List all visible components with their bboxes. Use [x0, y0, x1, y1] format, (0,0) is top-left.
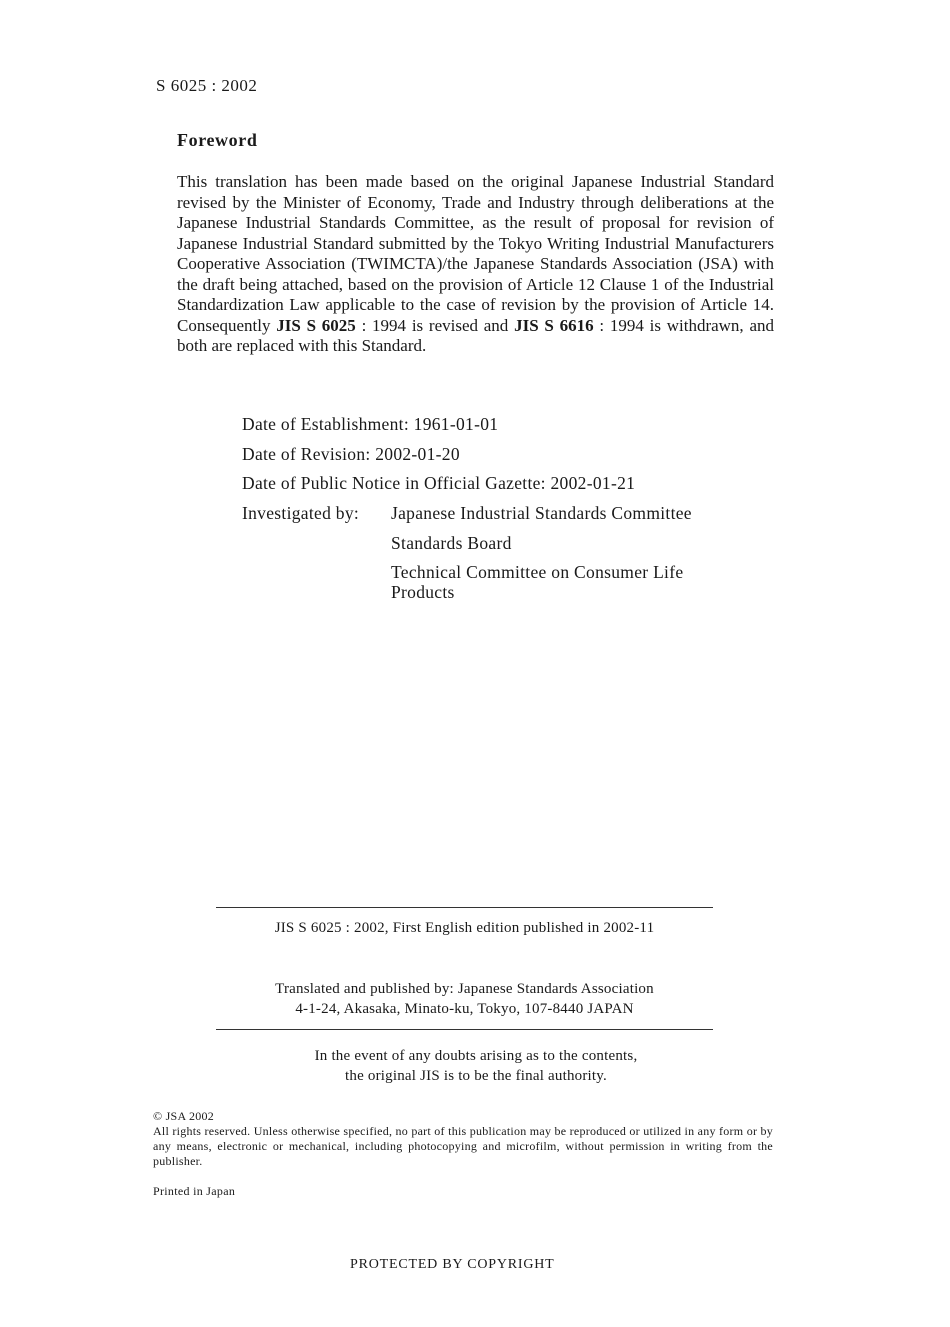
- copyright-notice: © JSA 2002: [153, 1109, 214, 1123]
- foreword-text-part2: : 1994 is revised and: [355, 315, 515, 335]
- authority-notice-line2: the original JIS is to be the final authority.: [345, 1068, 607, 1084]
- copyright-block: [153, 1109, 773, 1169]
- bottom-divider: [216, 1029, 713, 1030]
- date-of-establishment: Date of Establishment: 1961-01-01: [242, 414, 499, 434]
- investigated-by-list: [391, 503, 751, 612]
- investigator-technical-committee: Technical Committee on Consumer Life Products: [391, 562, 684, 602]
- standard-reference-1: JIS S 6025: [276, 315, 356, 335]
- investigator-board: Standards Board: [391, 532, 512, 553]
- authority-notice-line1: In the event of any doubts arising as to the contents,: [314, 1048, 638, 1064]
- top-divider: [216, 907, 713, 908]
- protected-footer: PROTECTED BY COPYRIGHT: [350, 1257, 555, 1272]
- rights-statement: All rights reserved. Unless otherwise specified, no part of this publication may be reproduced or utilized in any form or by any means, electronic or mechanical, including photocopying and microfilm, without permission in writing from the publisher.: [153, 1124, 773, 1168]
- foreword-text-part3: : 1994 is withdrawn, and both are replaced with this Standard.: [177, 315, 774, 355]
- foreword-heading: Foreword: [177, 130, 258, 150]
- investigator-committee: Japanese Industrial Standards Committee: [391, 503, 692, 523]
- date-of-public-notice: Date of Public Notice in Official Gazette: 2002-01-21: [242, 473, 636, 493]
- investigated-by-label: Investigated by:: [242, 503, 360, 523]
- translated-by-line: Translated and published by: Japanese Standards Association: [275, 981, 654, 997]
- foreword-text-part1: This translation has been made based on the original Japanese Industrial Standard revised by the Minister of Economy, Trade and Industry through deliberations at the Japanese Industrial Standards Committee, as the result of proposal for revision of Japanese Industrial Standard submitted by the Tokyo Writing Industrial Manufacturers Cooperative Association (TWIMCTA)/the Japanese Standards Association (JSA) with the draft being attached, based on the provision of Article 12 Clause 1 of the Industrial Standardization Law applicable to the case of revision by the provision of Article 14. Consequently: [177, 172, 774, 335]
- standard-reference-2: JIS S 6616: [514, 315, 594, 335]
- dates-block: [242, 414, 635, 503]
- edition-line: JIS S 6025 : 2002, First English edition published in 2002-11: [274, 920, 655, 936]
- publisher-address: 4-1-24, Akasaka, Minato-ku, Tokyo, 107-8440 JAPAN: [295, 1001, 634, 1017]
- authority-notice: [216, 1046, 736, 1086]
- printed-in: Printed in Japan: [153, 1184, 236, 1198]
- date-of-revision: Date of Revision: 2002-01-20: [242, 443, 460, 464]
- publisher-info: [216, 979, 713, 1019]
- document-code: S 6025 : 2002: [156, 76, 258, 95]
- foreword-paragraph: [177, 172, 774, 357]
